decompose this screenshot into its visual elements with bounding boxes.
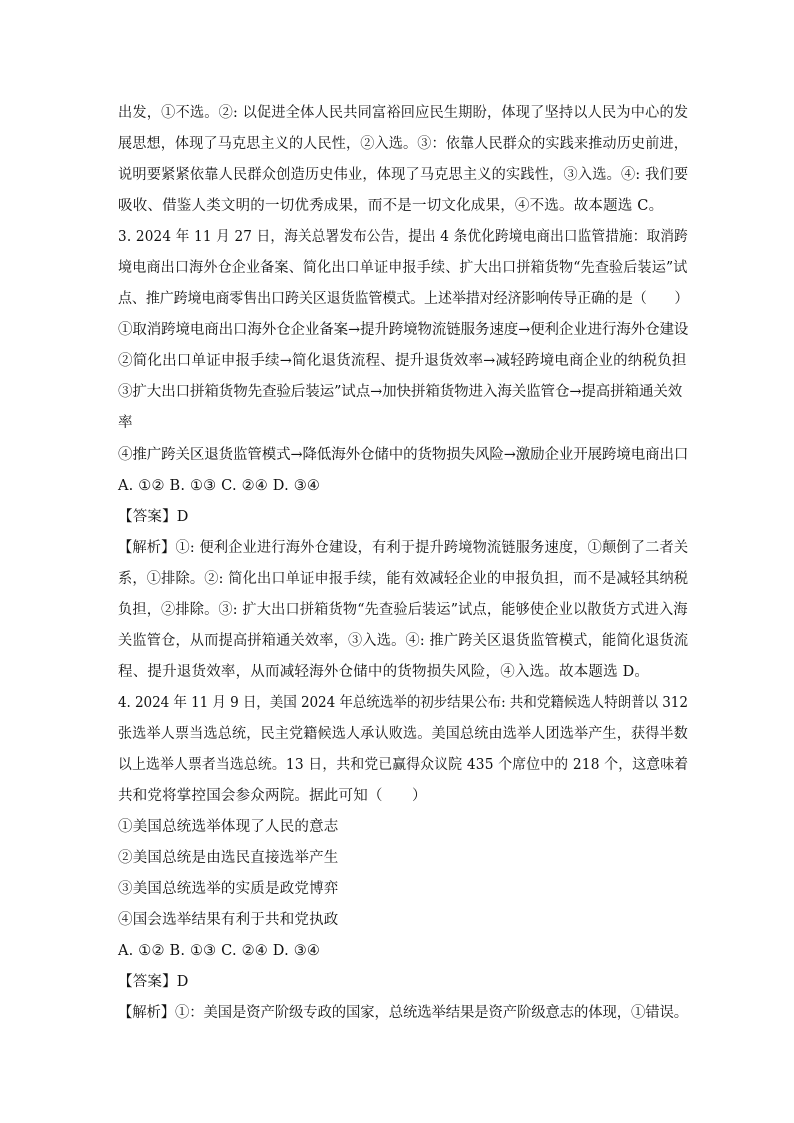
question-3-item-1: ①取消跨境电商出口海外仓企业备案→提升跨境物流链服务速度→便利企业进行海外仓建设 [118,322,689,338]
question-3-stem: 境电商出口海外仓企业备案、简化出口单证申报手续、扩大出口拼箱货物“先查验后装运”试 [118,260,688,276]
question-3-answer: 【答案】D [118,509,189,525]
paragraph-line: 吸收、借鉴人类文明的一切优秀成果，而不是一切文化成果，④不选。故本题选 C。 [118,198,664,214]
question-4-options: A. ①② B. ①③ C. ②④ D. ③④ [118,943,321,959]
question-3-analysis: 负担，②排除。③: 扩大出口拼箱货物“先查验后装运”试点，能够使企业以散货方式进入海 [118,602,688,618]
question-3-stem: 3. 2024 年 11 月 27 日，海关总署发布公告，提出 4 条优化跨境电商出口监管措施：取消跨 [118,229,688,245]
question-3-analysis: 系，①排除。②: 简化出口单证申报手续，能有效减轻企业的申报负担，而不是减轻其纳税 [118,571,689,587]
question-3-item-3: 率 [118,415,133,431]
question-3-stem: 点、推广跨境电商零售出口跨关区退货监管模式。上述举措对经济影响传导正确的是（ ） [118,291,689,307]
question-4-stem: 以上选举人票者当选总统。13 日，共和党已赢得众议院 435 个席位中的 218 个，这意味着 [118,757,689,773]
question-4-item-4: ④国会选举结果有利于共和党执政 [118,912,339,928]
question-4-stem: 4. 2024 年 11 月 9 日，美国 2024 年总统选举的初步结果公布: 共和党籍候选人特朗普以 312 [118,695,688,711]
question-3-analysis: 关监管仓，从而提高拼箱通关效率，③入选。④: 推广跨关区退货监管模式，能简化退货流 [118,633,689,649]
question-4-analysis: 【解析】①：美国是资产阶级专政的国家，总统选举结果是资产阶级意志的体现，①错误。 [118,1005,688,1021]
question-3-analysis: 【解析】①: 便利企业进行海外仓建设，有利于提升跨境物流链服务速度，①颠倒了二者关 [118,540,689,556]
question-4-stem: 共和党将掌控国会参众两院。据此可知（ ） [118,788,427,804]
question-4-item-2: ②美国总统是由选民直接选举产生 [118,850,339,866]
question-4-stem: 张选举人票当选总统，民主党籍候选人承认败选。美国总统由选举人团选举产生，获得半数 [118,726,688,742]
paragraph-line: 说明要紧紧依靠人民群众创造历史伟业，体现了马克思主义的实践性，③入选。④: 我们要 [118,167,689,183]
question-3-analysis: 程、提升退货效率，从而减轻海外仓储中的货物损失风险，④入选。故本题选 D。 [118,664,650,680]
question-3-item-3: ③扩大出口拼箱货物先查验后装运”试点→加快拼箱货物进入海关监管仓→提高拼箱通关效 [118,384,683,400]
paragraph-line: 出发，①不选。②: 以促进全体人民共同富裕回应民生期盼，体现了坚持以人民为中心的发 [118,105,689,121]
question-3-item-2: ②简化出口单证申报手续→简化退货流程、提升退货效率→减轻跨境电商企业的纳税负担 [118,353,687,369]
question-3-item-4: ④推广跨关区退货监管模式→降低海外仓储中的货物损失风险→激励企业开展跨境电商出口 [118,447,689,463]
question-4-item-1: ①美国总统选举体现了人民的意志 [118,819,339,835]
paragraph-line: 展思想，体现了马克思主义的人民性，②入选。③：依靠人民群众的实践来推动历史前进， [118,136,688,152]
question-4-item-3: ③美国总统选举的实质是政党博弈 [118,881,339,897]
question-4-answer: 【答案】D [118,974,189,990]
question-3-options: A. ①② B. ①③ C. ②④ D. ③④ [118,478,321,494]
